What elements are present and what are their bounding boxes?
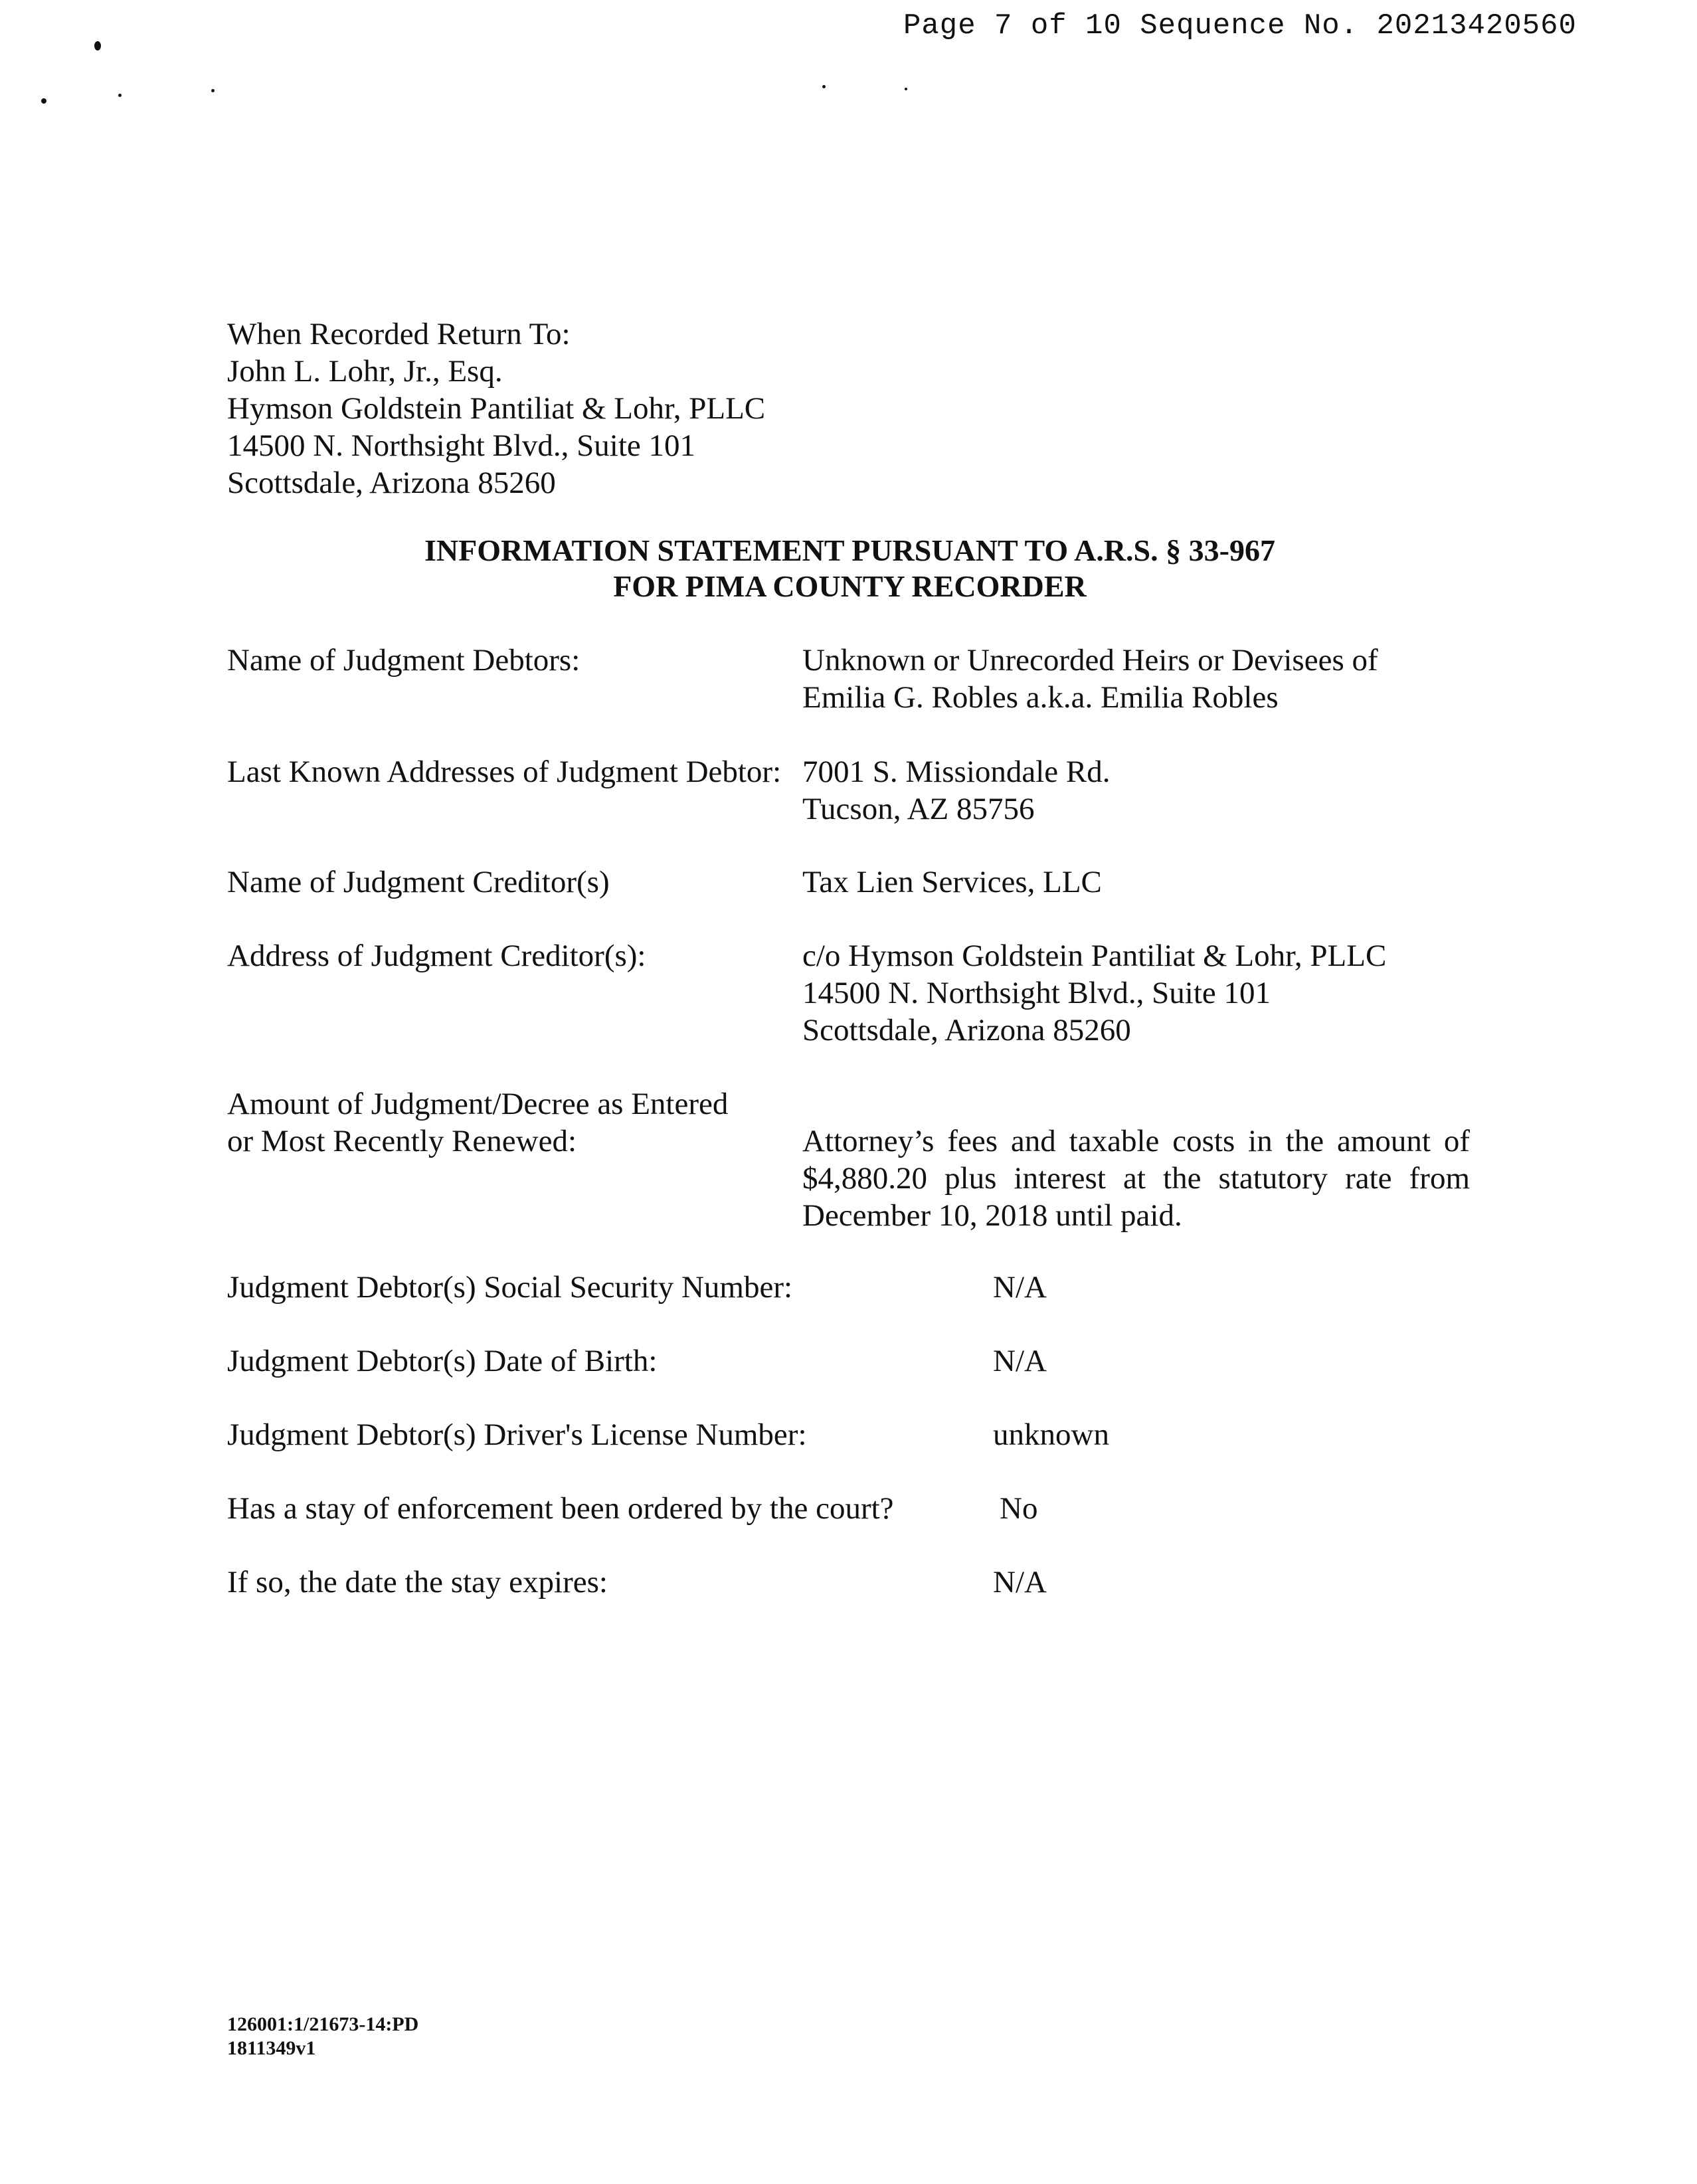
dob-value: N/A [993,1344,1047,1378]
return-to-line: Hymson Goldstein Pantiliat & Lohr, PLLC [227,391,766,426]
amount-label-line: Amount of Judgment/Decree as Entered [227,1087,729,1121]
footer-line: 126001:1/21673-14:PD [227,2013,419,2035]
title-line: FOR PIMA COUNTY RECORDER [613,569,1087,603]
page-sequence-header: Page 7 of 10 Sequence No. 20213420560 [903,9,1577,43]
creditor-name-value: Tax Lien Services, LLC [802,865,1102,899]
amount-label-line: or Most Recently Renewed: [227,1124,577,1158]
footer-line: 1811349v1 [227,2037,316,2059]
creditor-address-line: c/o Hymson Goldstein Pantiliat & Lohr, PLLC [802,939,1387,973]
creditor-address-line: 14500 N. Northsight Blvd., Suite 101 [802,976,1271,1010]
scan-speck [211,89,215,92]
license-label: Judgment Debtor(s) Driver's License Number: [227,1417,807,1452]
debtors-line: Unknown or Unrecorded Heirs or Devisees of [802,643,1378,678]
creditor-address-label: Address of Judgment Creditor(s): [227,939,646,973]
return-to-heading: When Recorded Return To: [227,317,571,351]
debtors-value [802,642,1473,716]
debtors-label: Name of Judgment Debtors: [227,643,581,678]
return-to-block [227,316,765,501]
ssn-label: Judgment Debtor(s) Social Security Number: [227,1270,793,1305]
return-to-line: 14500 N. Northsight Blvd., Suite 101 [227,428,696,463]
debtors-line: Emilia G. Robles a.k.a. Emilia Robles [802,680,1279,715]
creditor-address-line: Scottsdale, Arizona 85260 [802,1013,1131,1047]
stay-value: No [1000,1491,1038,1526]
scan-speck [905,88,907,90]
stay-expires-label: If so, the date the stay expires: [227,1565,608,1599]
amount-label [227,1085,728,1160]
document-footer [227,2013,418,2060]
ssn-value: N/A [993,1270,1047,1305]
debtor-address-line: Tucson, AZ 85756 [802,792,1035,826]
stay-expires-value: N/A [993,1565,1047,1599]
scan-speck [822,85,826,88]
title-line: INFORMATION STATEMENT PURSUANT TO A.R.S. § 33-967 [424,533,1275,567]
stay-label: Has a stay of enforcement been ordered by the court? [227,1491,894,1526]
return-to-line: Scottsdale, Arizona 85260 [227,466,556,500]
scan-speck [118,94,122,97]
scan-speck [41,98,46,104]
return-to-line: John L. Lohr, Jr., Esq. [227,354,503,389]
debtor-address-label: Last Known Addresses of Judgment Debtor: [227,755,782,789]
document-title [227,533,1473,604]
dob-label: Judgment Debtor(s) Date of Birth: [227,1344,658,1378]
debtor-address-value [802,753,1473,828]
creditor-address-value [802,937,1473,1049]
creditor-name-label: Name of Judgment Creditor(s) [227,865,610,899]
amount-value: Attorney’s fees and taxable costs in the amount of $4,880.20 plus interest at the statutory rate from December 10, 2018 until paid. [802,1124,1470,1233]
debtor-address-line: 7001 S. Missiondale Rd. [802,755,1111,789]
scan-speck [94,41,101,50]
license-value: unknown [993,1417,1109,1452]
